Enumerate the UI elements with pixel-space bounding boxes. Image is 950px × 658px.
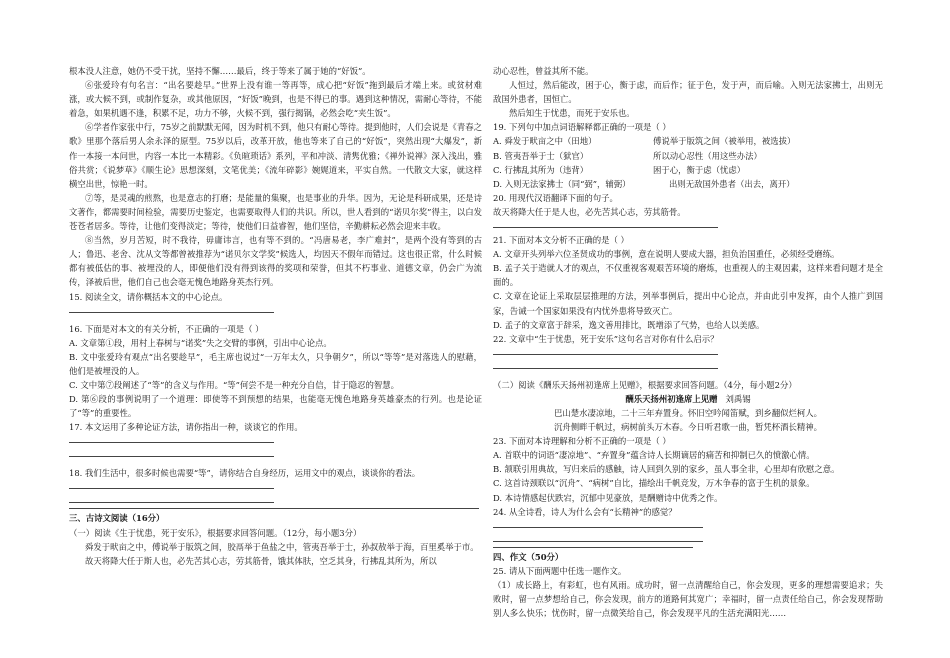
option-23c: C. 这首诗颈联以“沉舟”、“病树”自比，描绘出千帆竞发，万木争春的富于生机的景象。 [493,478,815,489]
subsection-2-heading: （二）阅读《酬乐天扬州初逢席上见赠》，根据要求回答问题。（4分，每小题2分） [493,379,797,390]
question-24: 24. 从全诗看，诗人为什么会有“长精神”的感觉？ [493,506,677,517]
option-19b-1: B. 管夷吾举于士（狱官） [493,150,589,161]
option-19b-2: 所以动心忍性（用这些办法） [653,150,762,161]
option-21d: D. 孟子的文章富于辞采，逸文善用排比，既增添了气势，也给人以美感。 [493,319,765,330]
classical-text-1: 舜发于畎亩之中，傅说举于版筑之间，胶鬲举于鱼盐之中，管夷吾举于士，孙叔敖举于海，百里奚举于市。 [85,541,479,552]
option-19c-2: 困于心，衡于虑（忧虑） [653,164,746,175]
question-15: 15. 阅读全文，请你概括本文的中心论点。 [69,291,228,302]
answer-line [493,533,703,542]
option-21b: B. 孟子关于造就人才的观点，不仅重视客观艰苦环境的磨炼，也重视人的主观因素，这样来看问题才是全面的。 [493,263,883,288]
section-4-heading: 四、作文（50分） [493,547,693,564]
option-23d: D. 本诗情感起伏跌宕，沉郁中见豪放，是酬赠诗中优秀之作。 [493,492,723,503]
answer-line [69,480,274,489]
answer-line [69,304,274,313]
option-19a-1: A. 舜发于畎亩之中（田地） [493,136,597,147]
question-19: 19. 下列句中加点词语解释都正确的一项是（ ） [493,122,671,133]
left-column [69,64,482,568]
question-22: 22. 文章中“生于忧患，死于安乐”这句名言对你有什么启示？ [493,333,719,344]
question-20: 20. 用现代汉语翻译下面的句子。 [493,192,618,203]
poem-author: 刘禹锡 [725,393,751,404]
right-column [493,64,883,620]
option-row-19c [493,163,883,177]
option-16a: A. 文章第①段，用村上春树与“诺奖”失之交臂的事例，引出中心论点。 [69,337,332,348]
option-19a-2: 傅说举于版筑之间（被举用，被选拔） [653,136,796,147]
option-19c-1: C. 行拂乱其所为（违背） [493,164,589,175]
option-21a: A. 文章开头列举六位圣贤成功的事例，意在说明人要成大器，担负治国重任，必须经受磨练。 [493,249,840,260]
answer-line [493,219,718,228]
answer-line [493,346,718,355]
paragraph-6: ⑥张爱玲有句名言：“出名要趁早。”世界上没有谁一等再等，成心把“好饭”拖到最后才端上来。或贫材难涨，或大候不到，或制作复杂，或其他原因，“好饭”晚到，也是不得已的事。遇到这种情况，需耐心等待，不能着急，如果机遇不逢，积累不足，功力不够，火候不到，强行揭锅，必然会吃“夹生饭”。 [69,80,482,119]
answer-line [69,434,274,443]
option-16d: D. 第⑥段的事例说明了一个道理：即使等不到预想的结果，也能毫无愧色地路身英雄豪杰的行列。也是论证了“等”的重要性。 [69,394,482,419]
option-row-19b [493,149,883,163]
question-20-sentence: 故天将降大任于是人也，必先苦其心志，劳其筋骨。 [493,206,686,217]
answer-line [69,448,274,457]
option-19d-2: 出则无敌国外患者（出去，离开） [669,178,795,189]
answer-line [493,360,718,369]
classical-text-4: 人恒过，然后能改，困于心，衡于虑，而后作；征于色，发于声，而后喻。入则无法家拂士，出则无敌国外患者，国恒亡。 [493,80,883,105]
classical-text-5: 然后知生于忧患，而死于安乐也。 [509,108,635,119]
question-25: 25. 请从下面两题中任选一题作文。 [493,565,627,576]
paragraph-intro: 根本没人注意，她仍不受干扰，坚持不懈……最后，终于等来了属于她的“好饭”。 [69,66,371,76]
question-18: 18. 我们生活中，很多时候也需要“等”，请你结合自身经历，运用文中的观点，谈谈你的看法。 [69,468,421,479]
poem-title: 酬乐天扬州初逢席上见赠 [625,393,718,404]
option-23a: A. 首联中的词语“凄凉地”、“弃置身”蕴含诗人长期谪居的痛苦和抑制已久的愤激心情。 [493,450,815,461]
paragraph-7: ⑦等，是灵魂的煎熬，也是意志的打磨；是能量的集聚，也是事业的升华。因为，无论是科研成果，还是诗文著作，都需要时间检验，需要历史鉴定，也需要取得人们的共识。所以，世人看到的“诺贝尔奖”得主，以白发苍苍者居多。等待，让他们变得淡定；等待，使他们日益睿智，他们坚信，辛勤耕耘必然会迎来丰收。 [69,192,482,232]
poem-line-2: 沉舟侧畔千帆过，病树前头万木春。今日听君歌一曲，暂凭杯酒长精神。 [554,422,822,433]
section-3-heading: 三、古诗文阅读（16分） [69,508,479,525]
option-row-19d [493,177,883,191]
poem-title-line [493,392,883,406]
classical-text-3: 动心忍性，曾益其所不能。 [493,66,594,76]
classical-text-2: 故天将降大任于斯人也，必先苦其心志，劳其筋骨，饿其体肤，空乏其身，行拂乱其所为，所以 [85,555,437,566]
question-23: 23. 下面对本诗理解和分析不正确的一项是（ ） [493,436,671,447]
option-row-19a [493,134,883,148]
option-21c: C. 文章在论证上采取层层推理的方法，列举事例后，提出中心论点，并由此引申发挥，由个人推广到国家，告诫一个国家如果没有内忧外患将导致灭亡。 [493,291,883,316]
answer-line [69,494,274,503]
question-21: 21. 下面对本文分析不正确的是（ ） [493,235,629,246]
question-16: 16. 下面是对本文的有关分析，不正确的一项是（ ） [69,323,264,334]
question-17: 17. 本文运用了多种论证方法，请你指出一种，谈谈它的作用。 [69,422,303,433]
essay-prompt-1: （1）成长路上，有彩虹，也有风雨。成功时，留一点清醒给自己，你会发现，更多的理想需要追求；失败时，留一点梦想给自己，你会发现，前方的道路何其宽广；幸福时，留一点责任给自己，你会发现帮助别人多么快乐；忧伤时，留一点微笑给自己，你会发现平凡的生活充满阳光…… [493,579,883,619]
option-16b: B. 文中张爱玲有观点“出名要趁早”，毛主席也说过“一万年太久，只争朝夕”，所以“等等”是对落选人的慰藉，他们是被埋没的人。 [69,351,482,376]
answer-line [493,519,703,528]
subsection-1-heading: （一）阅读《生于忧患，死于安乐》，根据要求回答问题。（12分，每小题3分） [69,527,362,538]
paragraph-8: ⑧当然，岁月苦短，时不我待，毋庸讳言，也有等不到的。“冯唐易老，李广难封”，是两个没有等到的古人；鲁迅、老舍、沈从文等都曾被推荐为“诺贝尔文学奖”候选人，均因天不假年而错过。这也很正常，什么时候都有被低估的事、被埋没的人，即便他们没有得到该得的奖项和荣誉，但其不朽事业、道德文章，仍会广为流传，泽被后世，他们自己也会毫无愧色地路身英杰行列。 [69,235,482,288]
option-19d-1: D. 入则无法家拂士（同“弼”，辅弼） [493,178,631,189]
option-23b: B. 颔联引用典故，写归来后的感触，诗人回到久别的家乡，虽人事全非，心里却有欣慰之意。 [493,464,840,475]
poem-line-1: 巴山楚水凄凉地，二十三年弃置身。怀旧空吟闻笛赋，到乡翻似烂柯人。 [554,407,822,418]
paragraph-6b: ⑥学者作家张中行，75岁之前默默无闻，因为时机不到，他只有耐心等待。提到他时，人们会说是《青春之歌》里那个落后男人余永泽的原型。75岁以后，改革开放，他也等来了自己的“好饭”，突然出现“大爆发”，新作一本接一本问世，内容一本比一本精彩。《负暄琐话》系列，平和冲淡、清隽优雅；《禅外说禅》深入浅出，雅俗共赏；《说梦草》《顺生论》思想深刻，文笔优美；《流年碎影》婉娓道来，平实自然。一代散文大家，就这样横空出世，惊艳一时。 [69,122,482,189]
option-16c: C. 文中第⑦段阐述了“等”的含义与作用。“等”何尝不是一种充分自信，甘于隐忍的智慧。 [69,379,400,390]
